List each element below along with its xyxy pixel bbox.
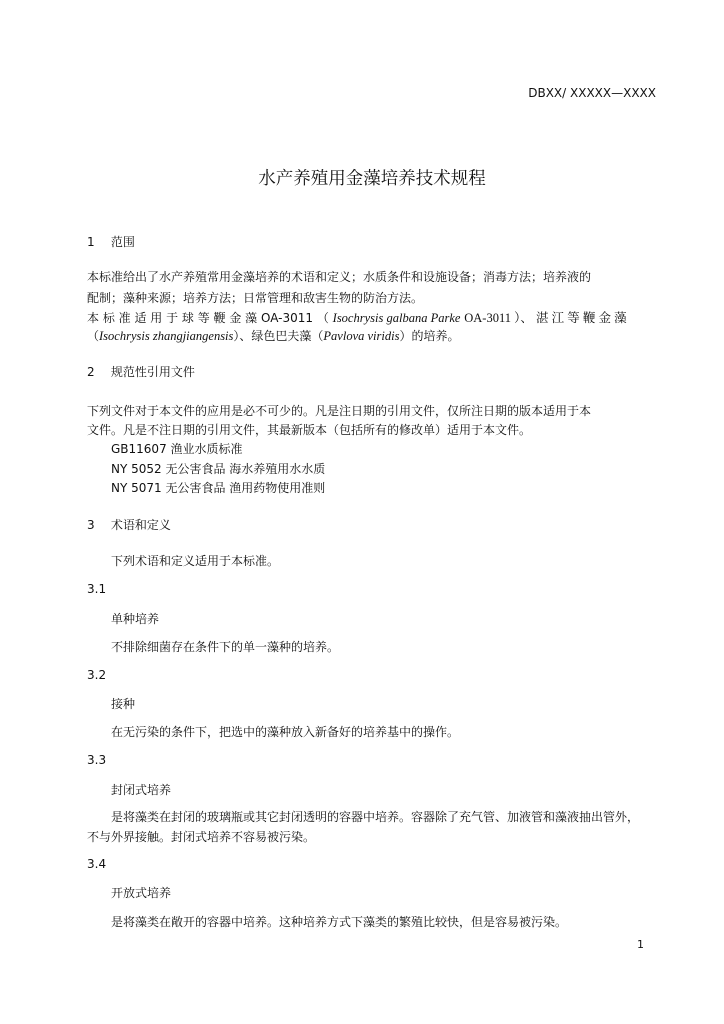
reference-item: NY 5071 无公害食品 渔用药物使用准则 bbox=[111, 481, 326, 495]
scope-text: （ bbox=[87, 329, 100, 343]
scope-text: 本 标 准 适 用 于 球 等 鞭 金 藻 OA-3011 （ bbox=[87, 311, 329, 325]
term-name: 接种 bbox=[111, 697, 136, 711]
section-title: 范围 bbox=[110, 235, 135, 249]
scope-text: ）的培养。 bbox=[399, 329, 460, 343]
references-intro-line-2: 文件。凡是不注日期的引用文件，其最新版本（包括所有的修改单）适用于本文件。 bbox=[87, 423, 532, 437]
section-title: 术语和定义 bbox=[110, 518, 171, 532]
section-heading-terms bbox=[87, 516, 171, 533]
scope-text: ）、绿色巴夫藻（ bbox=[233, 329, 324, 343]
term-definition: 不排除细菌存在条件下的单一藻种的培养。 bbox=[111, 640, 340, 654]
terms-intro: 下列术语和定义适用于本标准。 bbox=[111, 554, 280, 568]
term-definition-line-1: 是将藻类在封闭的玻璃瓶或其它封闭透明的容器中培养。容器除了充气管、加液管和藻液抽出管外， bbox=[111, 810, 640, 824]
term-definition: 是将藻类在敞开的容器中培养。这种培养方式下藻类的繁殖比较快，但是容易被污染。 bbox=[111, 915, 568, 929]
scope-text: 本标准给出了水产养殖常用金藻培养的术语和定义；水质条件和设施设备；消毒方法；培养液的 bbox=[87, 270, 592, 284]
document-title: 水产养殖用金藻培养技术规程 bbox=[258, 169, 486, 189]
species-name: Pavlova viridis bbox=[323, 329, 400, 343]
section-number: 1 bbox=[87, 235, 95, 249]
term-number: 3.3 bbox=[87, 753, 107, 767]
species-name: Isochrysis galbana Parke bbox=[332, 311, 461, 325]
species-name: Isochrysis zhangjiangensis bbox=[99, 329, 234, 343]
term-number: 3.2 bbox=[87, 668, 107, 682]
references-text: 下列文件对于本文件的应用是必不可少的。凡是注日期的引用文件，仅所注日期的版本适用于本 bbox=[87, 404, 592, 418]
scope-paragraph-2-line-2 bbox=[87, 327, 459, 344]
term-name: 单种培养 bbox=[111, 612, 160, 626]
page-number: 1 bbox=[637, 938, 644, 951]
reference-item: NY 5052 无公害食品 海水养殖用水水质 bbox=[111, 462, 326, 476]
scope-text: OA-3011 ）、 湛 江 等 鞭 金 藻 bbox=[464, 311, 627, 325]
term-name: 开放式培养 bbox=[111, 886, 172, 900]
section-number: 2 bbox=[87, 365, 95, 379]
section-number: 3 bbox=[87, 518, 95, 532]
term-name: 封闭式培养 bbox=[111, 783, 172, 797]
references-intro-line-1 bbox=[87, 402, 591, 419]
term-number: 3.4 bbox=[87, 857, 107, 871]
term-definition: 在无污染的条件下，把选中的藻种放入新备好的培养基中的操作。 bbox=[111, 725, 460, 739]
section-heading-normative-references bbox=[87, 363, 195, 380]
scope-paragraph-1-line-2: 配制；藻种来源；培养方法；日常管理和敌害生物的防治方法。 bbox=[87, 291, 424, 305]
term-definition-line-2: 不与外界接触。封闭式培养不容易被污染。 bbox=[87, 830, 316, 844]
section-title: 规范性引用文件 bbox=[110, 365, 195, 379]
section-heading-scope bbox=[87, 233, 135, 250]
scope-paragraph-2-line-1 bbox=[87, 308, 627, 326]
scope-paragraph-1-line-1 bbox=[87, 268, 591, 285]
reference-item: GB11607 渔业水质标准 bbox=[111, 442, 243, 456]
document-code-header: DBXX/ XXXXX—XXXX bbox=[528, 86, 656, 100]
term-number: 3.1 bbox=[87, 582, 107, 596]
